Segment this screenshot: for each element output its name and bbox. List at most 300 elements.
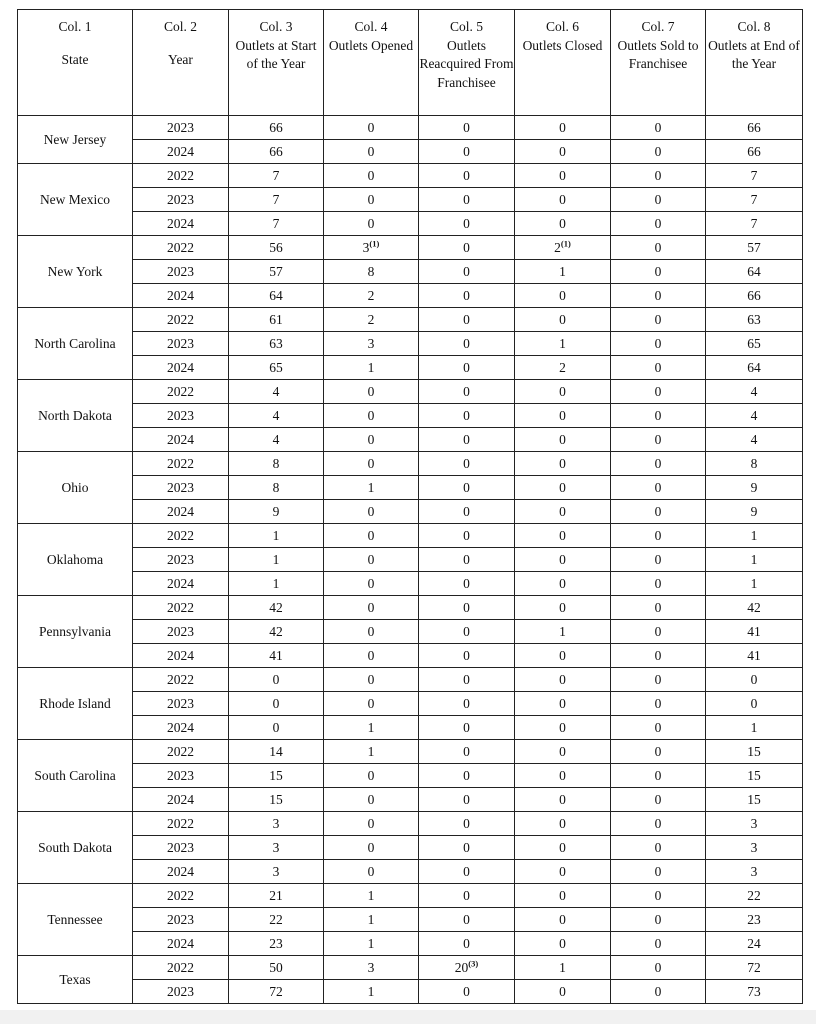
- sold-value: 0: [654, 767, 662, 783]
- sold-value: 0: [654, 719, 662, 735]
- start-value: 7: [272, 191, 280, 207]
- end-value: 1: [750, 551, 758, 567]
- state-cell: Oklahoma: [18, 524, 133, 596]
- start-value: 1: [272, 551, 280, 567]
- sold-cell: [611, 980, 706, 1004]
- opened-cell: [324, 284, 419, 308]
- reacquired-value: 0: [463, 263, 470, 279]
- table-row: [18, 860, 803, 884]
- start-cell: [229, 884, 324, 908]
- column-label: Outlets at Start of the Year: [235, 37, 317, 71]
- closed-value: 0: [559, 311, 566, 327]
- reacquired-cell: [419, 692, 515, 716]
- opened-value: 0: [367, 863, 375, 879]
- year-cell: 2022: [133, 956, 229, 980]
- year-cell: 2022: [133, 668, 229, 692]
- closed-value: 0: [559, 911, 566, 927]
- reacquired-value: 0: [463, 287, 470, 303]
- sold-value: 0: [654, 791, 662, 807]
- sold-cell: [611, 644, 706, 668]
- column-number: Col. 5: [449, 19, 483, 34]
- table-row: [18, 548, 803, 572]
- year-cell: 2022: [133, 524, 229, 548]
- sold-cell: [611, 500, 706, 524]
- closed-cell: [515, 956, 611, 980]
- sold-cell: [611, 620, 706, 644]
- opened-value: 1: [367, 935, 375, 951]
- outlet-table: [17, 9, 803, 1004]
- closed-cell: [515, 116, 611, 140]
- closed-cell: [515, 524, 611, 548]
- year-cell: 2023: [133, 476, 229, 500]
- column-header-6: [515, 10, 611, 116]
- reacquired-cell: [419, 380, 515, 404]
- closed-cell: [515, 308, 611, 332]
- opened-value: 0: [367, 431, 375, 447]
- opened-value: 1: [367, 887, 375, 903]
- sold-cell: [611, 380, 706, 404]
- column-number: Col. 2: [163, 19, 197, 34]
- sold-value: 0: [654, 983, 662, 999]
- end-cell: [706, 812, 803, 836]
- year-cell: 2023: [133, 116, 229, 140]
- reacquired-cell: [419, 452, 515, 476]
- reacquired-value: 0: [463, 311, 470, 327]
- reacquired-cell: [419, 908, 515, 932]
- sold-value: 0: [654, 311, 662, 327]
- table-row: [18, 404, 803, 428]
- sold-value: 0: [654, 143, 662, 159]
- opened-value: 0: [367, 407, 375, 423]
- start-cell: [229, 140, 324, 164]
- start-cell: [229, 548, 324, 572]
- column-label: State: [61, 51, 89, 67]
- sold-value: 0: [654, 575, 662, 591]
- end-cell: [706, 260, 803, 284]
- opened-value: 0: [367, 623, 375, 639]
- reacquired-cell: [419, 932, 515, 956]
- start-value: 1: [272, 575, 280, 591]
- end-cell: [706, 188, 803, 212]
- closed-value: 1: [559, 335, 566, 351]
- start-value: 3: [272, 815, 280, 831]
- table-row: [18, 500, 803, 524]
- column-label: Year: [168, 51, 193, 67]
- start-cell: [229, 572, 324, 596]
- end-cell: [706, 596, 803, 620]
- sold-value: 0: [654, 815, 662, 831]
- header-spacer: [18, 37, 132, 51]
- year-cell: 2022: [133, 596, 229, 620]
- reacquired-cell: [419, 812, 515, 836]
- year-cell: 2023: [133, 980, 229, 1004]
- opened-cell: [324, 452, 419, 476]
- end-cell: [706, 404, 803, 428]
- start-value: 15: [269, 767, 283, 783]
- state-cell: South Carolina: [18, 740, 133, 812]
- opened-value: 2: [367, 311, 375, 327]
- reacquired-value: 0: [463, 455, 470, 471]
- sold-value: 0: [654, 239, 662, 255]
- table-row: [18, 212, 803, 236]
- end-cell: [706, 740, 803, 764]
- end-value: 66: [747, 143, 761, 159]
- end-value: 4: [750, 431, 758, 447]
- column-label: Outlets Sold to Franchisee: [617, 37, 699, 71]
- table-row: [18, 596, 803, 620]
- sold-value: 0: [654, 887, 662, 903]
- opened-value: 0: [367, 383, 375, 399]
- reacquired-value: 0: [463, 527, 470, 543]
- reacquired-cell: [419, 500, 515, 524]
- closed-value: 0: [559, 791, 566, 807]
- sold-value: 0: [654, 503, 662, 519]
- closed-value: 0: [559, 551, 566, 567]
- end-cell: [706, 956, 803, 980]
- start-value: 3: [272, 839, 280, 855]
- reacquired-cell: [419, 164, 515, 188]
- sold-cell: [611, 572, 706, 596]
- closed-value: 0: [559, 479, 566, 495]
- reacquired-value: 0: [463, 935, 470, 951]
- end-cell: [706, 572, 803, 596]
- opened-value: 0: [367, 191, 375, 207]
- table-row: [18, 644, 803, 668]
- year-cell: 2024: [133, 644, 229, 668]
- end-cell: [706, 668, 803, 692]
- closed-cell: [515, 572, 611, 596]
- closed-cell: [515, 284, 611, 308]
- end-value: 1: [750, 575, 758, 591]
- start-cell: [229, 164, 324, 188]
- reacquired-cell: [419, 524, 515, 548]
- opened-cell: [324, 548, 419, 572]
- end-value: 7: [750, 191, 758, 207]
- reacquired-value: 0: [463, 647, 470, 663]
- closed-cell: [515, 380, 611, 404]
- opened-cell: [324, 428, 419, 452]
- footnote-marker: (1): [369, 238, 380, 248]
- reacquired-value: 0: [463, 743, 470, 759]
- reacquired-cell: [419, 956, 515, 980]
- reacquired-cell: [419, 644, 515, 668]
- year-cell: 2024: [133, 716, 229, 740]
- opened-cell: [324, 500, 419, 524]
- end-value: 15: [747, 767, 761, 783]
- year-cell: 2023: [133, 764, 229, 788]
- reacquired-value: 0: [463, 815, 470, 831]
- sold-value: 0: [654, 359, 662, 375]
- start-cell: [229, 596, 324, 620]
- table-row: [18, 332, 803, 356]
- sold-cell: [611, 164, 706, 188]
- opened-value: 0: [367, 815, 375, 831]
- start-value: 4: [272, 407, 280, 423]
- end-cell: [706, 212, 803, 236]
- reacquired-value: 0: [463, 479, 470, 495]
- end-value: 15: [747, 743, 761, 759]
- opened-value: 1: [367, 479, 375, 495]
- start-cell: [229, 836, 324, 860]
- sold-cell: [611, 548, 706, 572]
- opened-cell: [324, 812, 419, 836]
- end-value: 41: [747, 647, 761, 663]
- end-value: 1: [750, 527, 758, 543]
- table-row: [18, 764, 803, 788]
- opened-cell: [324, 644, 419, 668]
- start-cell: [229, 260, 324, 284]
- start-value: 22: [269, 911, 283, 927]
- column-number: Col. 7: [641, 19, 675, 34]
- end-value: 15: [747, 791, 761, 807]
- start-value: 41: [269, 647, 283, 663]
- closed-value: 0: [559, 383, 566, 399]
- end-value: 1: [750, 719, 758, 735]
- table-row: [18, 668, 803, 692]
- opened-cell: [324, 596, 419, 620]
- sold-value: 0: [654, 407, 662, 423]
- year-cell: 2024: [133, 932, 229, 956]
- sold-value: 0: [654, 935, 662, 951]
- opened-value: 1: [367, 719, 375, 735]
- end-value: 4: [750, 407, 758, 423]
- opened-value: 8: [367, 263, 375, 279]
- table-row: [18, 308, 803, 332]
- table-row: [18, 956, 803, 980]
- reacquired-cell: [419, 476, 515, 500]
- opened-value: 0: [367, 455, 375, 471]
- column-number: Col. 1: [58, 19, 92, 34]
- sold-value: 0: [654, 647, 662, 663]
- table-row: [18, 620, 803, 644]
- opened-value: 0: [367, 575, 375, 591]
- table-row: [18, 116, 803, 140]
- sold-cell: [611, 764, 706, 788]
- year-cell: 2024: [133, 860, 229, 884]
- start-cell: [229, 452, 324, 476]
- opened-value: 0: [367, 839, 375, 855]
- end-cell: [706, 692, 803, 716]
- closed-value: 0: [559, 935, 566, 951]
- opened-cell: [324, 740, 419, 764]
- state-cell: New York: [18, 236, 133, 308]
- start-cell: [229, 356, 324, 380]
- start-cell: [229, 332, 324, 356]
- sold-cell: [611, 140, 706, 164]
- table-row: [18, 188, 803, 212]
- start-value: 4: [272, 383, 280, 399]
- reacquired-value: 0: [463, 551, 470, 567]
- start-value: 50: [269, 959, 283, 975]
- start-cell: [229, 716, 324, 740]
- start-value: 0: [272, 671, 280, 687]
- start-cell: [229, 788, 324, 812]
- opened-value: 3: [367, 959, 375, 975]
- end-value: 66: [747, 287, 761, 303]
- column-label: Outlets Reacquired From Franchisee: [419, 37, 514, 90]
- reacquired-value: 0: [463, 719, 470, 735]
- reacquired-cell: [419, 836, 515, 860]
- end-cell: [706, 356, 803, 380]
- closed-value: 0: [559, 767, 566, 783]
- opened-value: 0: [367, 791, 375, 807]
- start-value: 0: [272, 719, 280, 735]
- start-value: 66: [269, 119, 283, 135]
- table-row: [18, 908, 803, 932]
- opened-value: 1: [367, 743, 375, 759]
- closed-cell: [515, 164, 611, 188]
- sold-value: 0: [654, 863, 662, 879]
- reacquired-value: 0: [463, 167, 470, 183]
- state-cell: Ohio: [18, 452, 133, 524]
- reacquired-value: 0: [463, 239, 470, 255]
- sold-value: 0: [654, 479, 662, 495]
- sold-cell: [611, 404, 706, 428]
- end-value: 7: [750, 215, 758, 231]
- year-cell: 2023: [133, 836, 229, 860]
- closed-cell: [515, 860, 611, 884]
- reacquired-cell: [419, 668, 515, 692]
- year-cell: 2022: [133, 812, 229, 836]
- opened-cell: [324, 332, 419, 356]
- closed-cell: [515, 740, 611, 764]
- start-cell: [229, 668, 324, 692]
- end-cell: [706, 236, 803, 260]
- reacquired-value: 0: [463, 839, 470, 855]
- column-number: Col. 8: [737, 19, 771, 34]
- opened-cell: [324, 524, 419, 548]
- sold-cell: [611, 308, 706, 332]
- sold-value: 0: [654, 335, 662, 351]
- opened-cell: [324, 860, 419, 884]
- closed-cell: [515, 620, 611, 644]
- closed-cell: [515, 884, 611, 908]
- sold-value: 0: [654, 455, 662, 471]
- table-row: [18, 788, 803, 812]
- opened-cell: [324, 236, 419, 260]
- opened-cell: [324, 356, 419, 380]
- closed-value: 1: [559, 263, 566, 279]
- closed-cell: [515, 332, 611, 356]
- column-number: Col. 3: [259, 19, 293, 34]
- column-header-5: [419, 10, 515, 116]
- table-row: [18, 476, 803, 500]
- closed-cell: [515, 476, 611, 500]
- reacquired-cell: [419, 116, 515, 140]
- closed-cell: [515, 932, 611, 956]
- opened-cell: [324, 908, 419, 932]
- start-cell: [229, 476, 324, 500]
- opened-value: 1: [367, 359, 375, 375]
- sold-cell: [611, 332, 706, 356]
- end-value: 3: [750, 863, 758, 879]
- start-cell: [229, 908, 324, 932]
- closed-value: 0: [559, 527, 566, 543]
- start-cell: [229, 956, 324, 980]
- state-cell: North Dakota: [18, 380, 133, 452]
- table-row: [18, 356, 803, 380]
- opened-value: 0: [367, 143, 375, 159]
- start-cell: [229, 620, 324, 644]
- table-row: [18, 284, 803, 308]
- end-cell: [706, 548, 803, 572]
- closed-value: 0: [559, 671, 566, 687]
- table-row: [18, 692, 803, 716]
- closed-value: 0: [559, 719, 566, 735]
- end-cell: [706, 332, 803, 356]
- table-row: [18, 572, 803, 596]
- end-value: 73: [747, 983, 761, 999]
- sold-cell: [611, 740, 706, 764]
- opened-value: 3: [362, 239, 370, 255]
- sold-value: 0: [654, 623, 662, 639]
- column-header-4: [324, 10, 419, 116]
- sold-value: 0: [654, 191, 662, 207]
- end-cell: [706, 116, 803, 140]
- year-cell: 2024: [133, 500, 229, 524]
- closed-value: 2: [554, 239, 561, 255]
- reacquired-cell: [419, 620, 515, 644]
- reacquired-cell: [419, 212, 515, 236]
- table-row: [18, 380, 803, 404]
- sold-value: 0: [654, 383, 662, 399]
- reacquired-value: 0: [463, 431, 470, 447]
- opened-cell: [324, 476, 419, 500]
- table-row: [18, 524, 803, 548]
- closed-cell: [515, 500, 611, 524]
- year-cell: 2023: [133, 692, 229, 716]
- reacquired-cell: [419, 884, 515, 908]
- sold-cell: [611, 908, 706, 932]
- closed-value: 0: [559, 431, 566, 447]
- start-cell: [229, 116, 324, 140]
- reacquired-cell: [419, 788, 515, 812]
- closed-cell: [515, 908, 611, 932]
- sold-cell: [611, 692, 706, 716]
- end-cell: [706, 716, 803, 740]
- column-header-7: [611, 10, 706, 116]
- reacquired-value: 0: [463, 791, 470, 807]
- opened-value: 0: [367, 119, 375, 135]
- closed-cell: [515, 428, 611, 452]
- closed-value: 2: [559, 359, 566, 375]
- reacquired-cell: [419, 404, 515, 428]
- opened-value: 0: [367, 527, 375, 543]
- closed-cell: [515, 764, 611, 788]
- end-cell: [706, 428, 803, 452]
- reacquired-cell: [419, 140, 515, 164]
- opened-cell: [324, 668, 419, 692]
- closed-cell: [515, 836, 611, 860]
- end-cell: [706, 884, 803, 908]
- opened-cell: [324, 188, 419, 212]
- year-cell: 2023: [133, 908, 229, 932]
- table-body: [18, 116, 803, 1004]
- end-value: 0: [750, 695, 758, 711]
- year-cell: 2022: [133, 308, 229, 332]
- opened-cell: [324, 692, 419, 716]
- year-cell: 2023: [133, 404, 229, 428]
- closed-value: 0: [559, 455, 566, 471]
- opened-value: 0: [367, 599, 375, 615]
- table-row: [18, 980, 803, 1004]
- end-value: 3: [750, 815, 758, 831]
- closed-cell: [515, 596, 611, 620]
- sold-cell: [611, 524, 706, 548]
- sold-cell: [611, 716, 706, 740]
- closed-cell: [515, 260, 611, 284]
- start-cell: [229, 644, 324, 668]
